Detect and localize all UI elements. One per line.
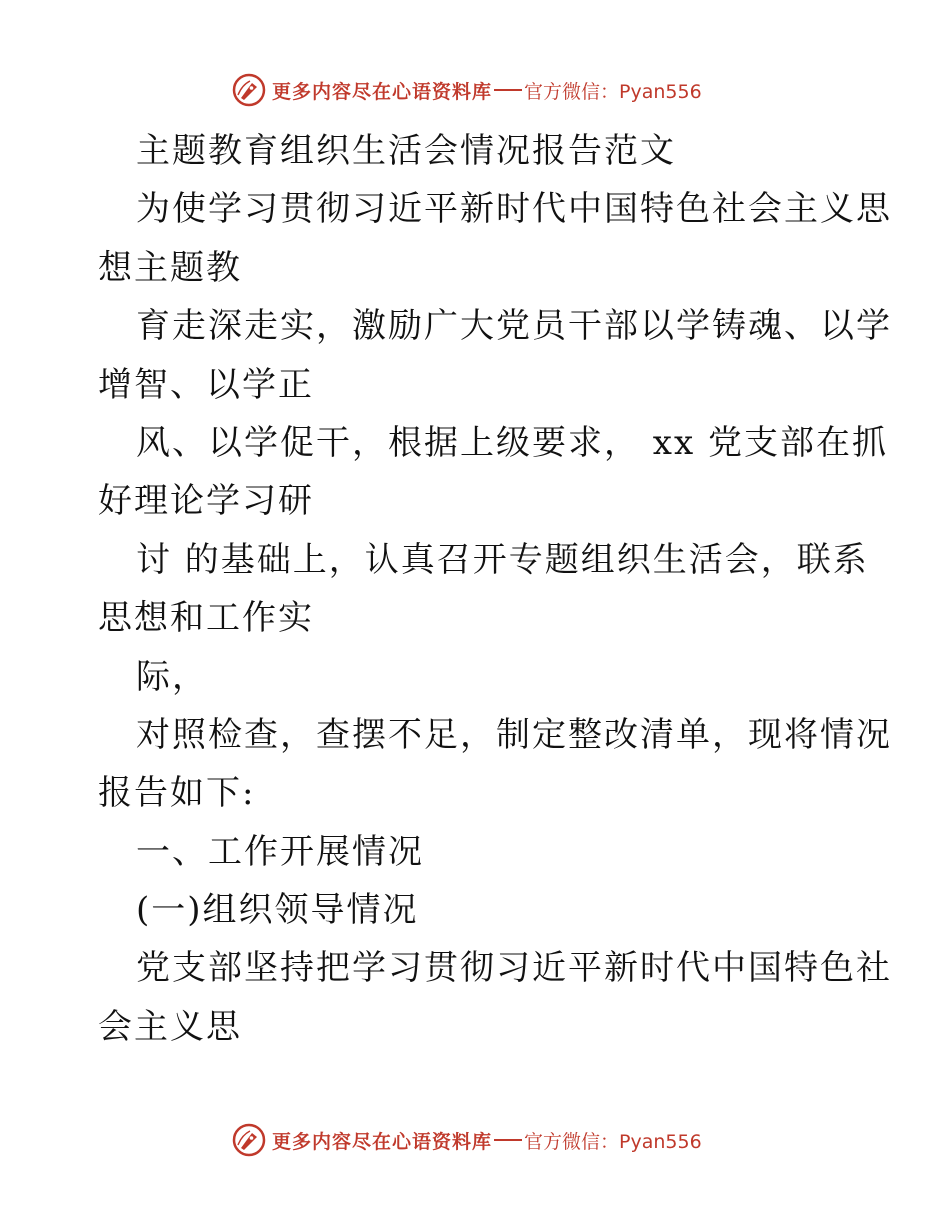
pen-nib-logo-icon [232,73,266,107]
paragraph-line: 讨 的基础上，认真召开专题组织生活会，联系 [136,539,869,580]
header-banner-text: 更多内容尽在心语资料库 [272,80,493,103]
paragraph-line: 党支部坚持把学习贯彻习近平新时代中国特色社 [136,948,892,989]
footer-banner [232,1120,702,1160]
paragraph-line: 风、以学促干，根据上级要求， xx 党支部在抓 [136,422,888,463]
paragraph-line: 报告如下: [98,773,256,814]
paragraph-line: 为使学习贯彻习近平新时代中国特色社会主义思 [136,189,892,230]
section-heading: 一、工作开展情况 [136,831,424,872]
paragraph-line: 想主题教 [98,247,242,288]
header-banner [232,70,702,110]
paragraph-line: 际， [136,656,208,697]
paragraph-line: 会主义思 [98,1006,242,1047]
header-banner-dash [494,89,522,91]
footer-banner-sub: 官方微信：Pyan556 [524,1130,702,1153]
paragraph-line: 增智、以学正 [98,364,314,405]
document-body [98,122,892,1056]
footer-banner-text: 更多内容尽在心语资料库 [272,1130,493,1153]
footer-banner-dash [494,1139,522,1141]
paragraph-line: 对照检查，查摆不足，制定整改清单，现将情况 [136,714,892,755]
subsection-heading: (一)组织领导情况 [136,890,419,931]
paragraph-line: 好理论学习研 [98,481,314,522]
document-title: 主题教育组织生活会情况报告范文 [136,131,676,171]
header-banner-sub: 官方微信：Pyan556 [524,80,702,103]
pen-nib-logo-icon [232,1123,266,1157]
paragraph-line: 思想和工作实 [98,598,314,639]
paragraph-line: 育走深走实，激励广大党员干部以学铸魂、以学 [136,306,892,347]
